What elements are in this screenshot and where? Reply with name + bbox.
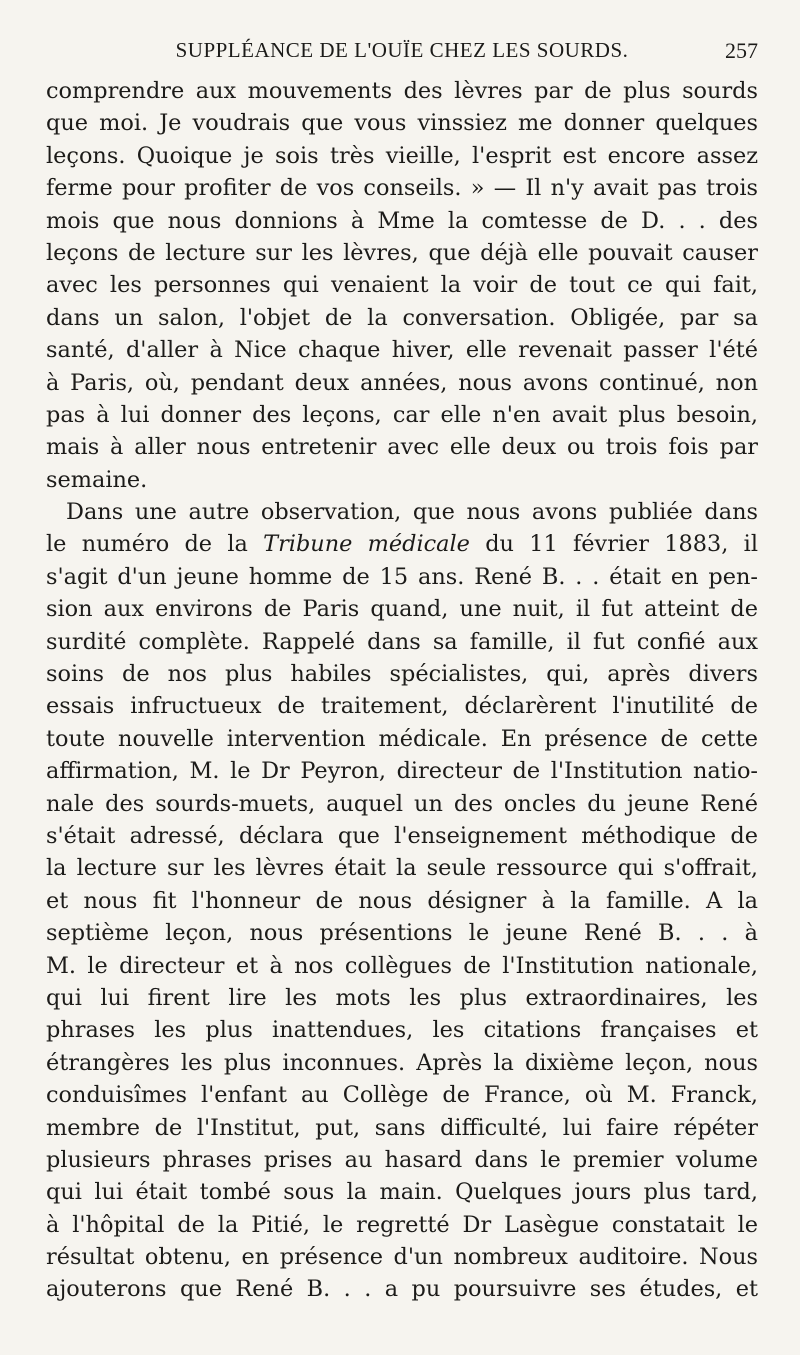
text-line: leçons de lecture sur les lèvres, que déjà elle pouvait causer (46, 239, 758, 266)
text-line: dans un salon, l'objet de la conversation. Obligée, par sa (46, 304, 758, 331)
text-line: surdité complète. Rappelé dans sa famille, il fut confié aux (46, 628, 758, 655)
text-line: à l'hôpital de la Pitié, le regretté Dr Lasègue constatait le (46, 1211, 758, 1238)
text-line: résultat obtenu, en présence d'un nombreux auditoire. Nous (46, 1244, 758, 1271)
text-line: plusieurs phrases prises au hasard dans le premier volume (46, 1146, 758, 1173)
text-line: septième leçon, nous présentions le jeune René B. . . à (46, 920, 758, 947)
text-line: sion aux environs de Paris quand, une nuit, il fut atteint de (46, 596, 758, 623)
text-line: qui lui firent lire les mots les plus extraordinaires, les (46, 984, 758, 1011)
text-line: mois que nous donnions à Mme la comtesse de D. . . des (46, 207, 758, 234)
text-line: santé, d'aller à Nice chaque hiver, elle revenait passer l'été (46, 337, 758, 364)
text-line: semaine. (46, 466, 148, 493)
text-line: étrangères les plus inconnues. Après la dixième leçon, nous (46, 1049, 758, 1076)
text-line: comprendre aux mouvements des lèvres par de plus sourds (46, 78, 758, 104)
text-line: toute nouvelle intervention médicale. En présence de cette (46, 725, 758, 752)
text-line: membre de l'Institut, put, sans difficulté, lui faire répéter (46, 1114, 758, 1141)
text-line: que moi. Je voudrais que vous vinssiez me donner quelques (46, 110, 758, 137)
text-line: phrases les plus inattendues, les citations françaises et (46, 1017, 758, 1044)
text-line: essais infructueux de traitement, déclarèrent l'inutilité de (46, 693, 758, 720)
text-line: leçons. Quoique je sois très vieille, l'esprit est encore assez (46, 142, 758, 169)
text-line: pas à lui donner des leçons, car elle n'en avait plus besoin, (46, 401, 758, 428)
text-line: avec les personnes qui venaient la voir de tout ce qui fait, (46, 272, 758, 299)
text-line: nale des sourds-muets, auquel un des oncles du jeune René (46, 790, 758, 817)
text-line: affirmation, M. le Dr Peyron, directeur de l'Institution natio- (46, 758, 758, 785)
text-fragment: du 11 février 1883, il (469, 531, 758, 558)
text-line: la lecture sur les lèvres était la seule ressource qui s'offrait, (46, 855, 758, 882)
running-head: SUPPLÉANCE DE L'OUÏE CHEZ LES SOURDS. (175, 38, 629, 62)
text-fragment: le numéro de la (46, 531, 264, 558)
text-line: ajouterons que René B. . . a pu poursuivre ses études, et (46, 1276, 758, 1303)
paragraph-2 (46, 496, 758, 1306)
text-line: s'était adressé, déclara que l'enseignement méthodique de (46, 822, 758, 849)
text-line: à Paris, où, pendant deux années, nous avons continué, non (46, 369, 758, 396)
page-number: 257 (725, 38, 758, 63)
journal-title: Tribune médicale (263, 531, 470, 558)
page-header (46, 38, 758, 68)
text-line: ferme pour profiter de vos conseils. » — Il n'y avait pas trois (46, 175, 758, 202)
text-line: s'agit d'un jeune homme de 15 ans. René B. . . était en pen- (46, 563, 758, 590)
text-line: et nous fit l'honneur de nous désigner à la famille. A la (46, 887, 758, 914)
body-text (46, 75, 758, 1306)
text-line: M. le directeur et à nos collègues de l'Institution nationale, (46, 952, 758, 979)
text-line: soins de nos plus habiles spécialistes, qui, après divers (46, 661, 758, 688)
text-line-journal (46, 528, 758, 560)
paragraph-1 (46, 75, 758, 496)
text-line: conduisîmes l'enfant au Collège de France, où M. Franck, (46, 1082, 758, 1109)
text-line: mais à aller nous entretenir avec elle deux ou trois fois par (46, 434, 758, 461)
text-line: Dans une autre observation, que nous avons publiée dans (66, 499, 758, 526)
text-line: qui lui était tombé sous la main. Quelques jours plus tard, (46, 1179, 758, 1206)
